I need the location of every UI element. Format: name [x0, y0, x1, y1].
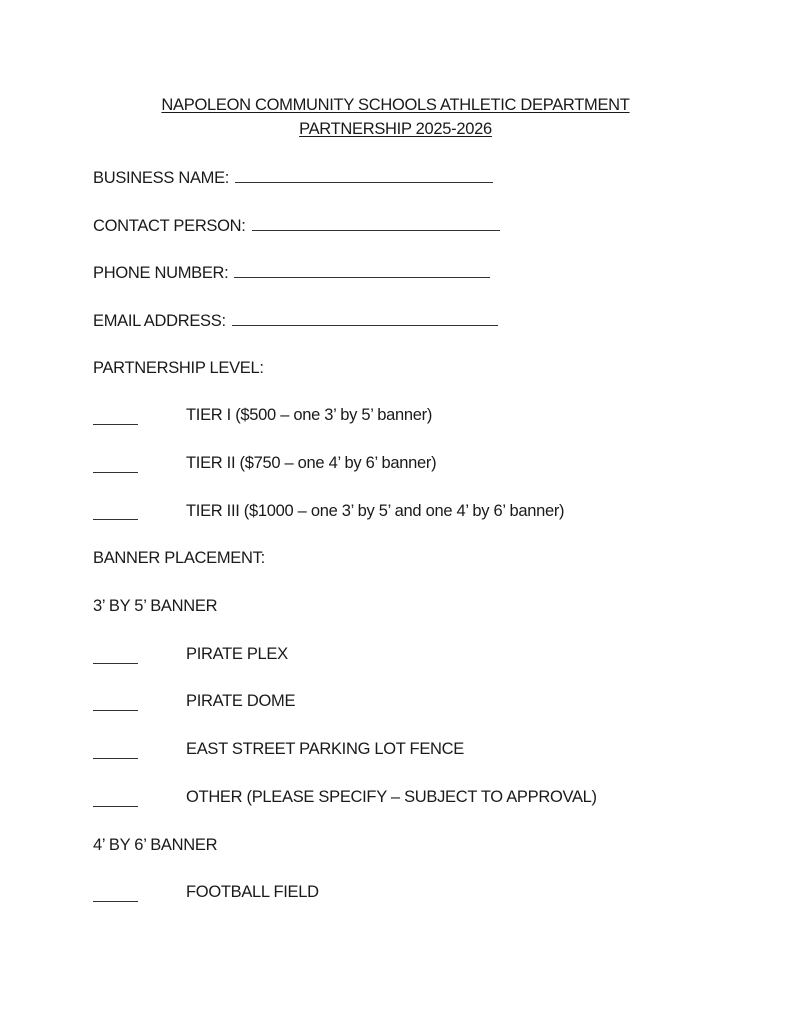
contact-person-input[interactable]: [252, 216, 500, 231]
email-address-field: [93, 311, 498, 331]
pirate-plex-label: PIRATE PLEX: [186, 645, 288, 663]
phone-number-label: PHONE NUMBER:: [93, 264, 229, 282]
football-field-checkbox[interactable]: [93, 900, 138, 902]
east-street-fence-label: EAST STREET PARKING LOT FENCE: [186, 740, 464, 758]
business-name-label: BUSINESS NAME:: [93, 169, 230, 187]
business-name-input[interactable]: [235, 168, 493, 183]
tier-2-label: TIER II ($750 – one 4’ by 6’ banner): [186, 454, 437, 472]
email-address-label: EMAIL ADDRESS:: [93, 312, 226, 330]
business-name-field: [93, 168, 493, 188]
partnership-level-heading: PARTNERSHIP LEVEL:: [93, 359, 264, 377]
banner-3x5-heading: 3’ BY 5’ BANNER: [93, 597, 218, 615]
other-placement-label: OTHER (PLEASE SPECIFY – SUBJECT TO APPROVAL): [186, 788, 597, 806]
tier-3-label: TIER III ($1000 – one 3’ by 5’ and one 4’ by 6’ banner): [186, 502, 565, 520]
east-street-fence-checkbox[interactable]: [93, 757, 138, 759]
pirate-dome-checkbox[interactable]: [93, 709, 138, 711]
other-placement-checkbox[interactable]: [93, 805, 138, 807]
document-title-line-2: PARTNERSHIP 2025-2026: [299, 120, 492, 138]
banner-placement-heading: BANNER PLACEMENT:: [93, 549, 265, 567]
phone-number-field: [93, 263, 490, 283]
email-address-input[interactable]: [232, 311, 498, 326]
pirate-dome-label: PIRATE DOME: [186, 692, 296, 710]
contact-person-label: CONTACT PERSON:: [93, 217, 246, 235]
football-field-label: FOOTBALL FIELD: [186, 883, 319, 901]
tier-3-checkbox[interactable]: [93, 518, 138, 520]
tier-1-label: TIER I ($500 – one 3’ by 5’ banner): [186, 406, 433, 424]
tier-2-checkbox[interactable]: [93, 471, 138, 473]
banner-4x6-heading: 4’ BY 6’ BANNER: [93, 836, 218, 854]
document-title-line-1: NAPOLEON COMMUNITY SCHOOLS ATHLETIC DEPARTMENT: [161, 96, 630, 114]
contact-person-field: [93, 216, 500, 236]
pirate-plex-checkbox[interactable]: [93, 662, 138, 664]
phone-number-input[interactable]: [234, 263, 490, 278]
tier-1-checkbox[interactable]: [93, 423, 138, 425]
